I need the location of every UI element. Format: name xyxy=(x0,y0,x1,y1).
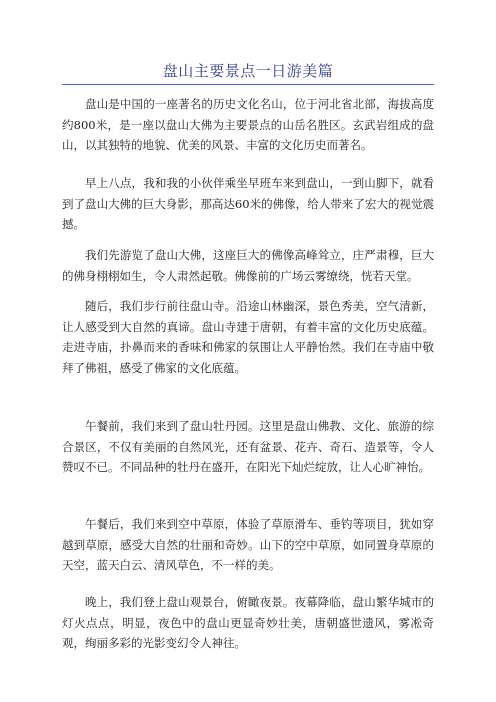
paragraph-intro: 盘山是中国的一座著名的历史文化名山，位于河北省北部，海拔高度约800米，是一座以盘山大佛为主要景点的山岳名胜区。玄武岩组成的盘山，以其独特的地貌、优美的风景、丰富的文化历史而著名。 xyxy=(62,97,434,152)
document-title: 盘山主要景点一日游美篇 xyxy=(162,62,334,80)
paragraph-sky-meadow: 午餐后，我们来到空中草原，体验了草原滑车、垂钓等项目，犹如穿越到草原，感受大自然的壮丽和奇妙。山下的空中草原，如同置身草原的天空，蓝天白云、清风草色，不一样的美。 xyxy=(62,517,434,572)
title-divider xyxy=(62,84,434,85)
paragraph-peony-garden: 午餐前，我们来到了盘山牡丹园。这里是盘山佛教、文化、旅游的综合景区，不仅有美丽的自然风光，还有盆景、花卉、奇石、造景等，令人赞叹不已。不同品种的牡丹在盛开，在阳光下灿烂绽放，让人心旷神怡。 xyxy=(62,419,434,474)
paragraph-night-view: 晚上，我们登上盘山观景台，俯瞰夜景。夜幕降临，盘山繁华城市的灯火点点，明显，夜色中的盘山更显奇妙壮美，唐朝盛世遗风，雾凇奇观，绚丽多彩的光影变幻令人神往。 xyxy=(62,595,434,650)
paragraph-giant-buddha: 我们先游览了盘山大佛，这座巨大的佛像高峰耸立，庄严肃穆，巨大的佛身栩栩如生，令人肃然起敬。佛像前的广场云雾缭绕，恍若天堂。 xyxy=(62,248,434,283)
paragraph-panshan-temple: 随后，我们步行前往盘山寺。沿途山林幽深，景色秀美，空气清新，让人感受到大自然的真谛。盘山寺建于唐朝，有着丰富的文化历史底蕴。走进寺庙，扑鼻而来的香味和佛家的氛围让人平静怡然。我们在寺庙中敬拜了佛祖，感受了佛家的文化底蕴。 xyxy=(62,299,434,375)
paragraph-morning-arrival: 早上八点，我和我的小伙伴乘坐早班车来到盘山，一到山脚下，就看到了盘山大佛的巨大身影，那高达60米的佛像，给人带来了宏大的视觉震撼。 xyxy=(62,176,434,231)
